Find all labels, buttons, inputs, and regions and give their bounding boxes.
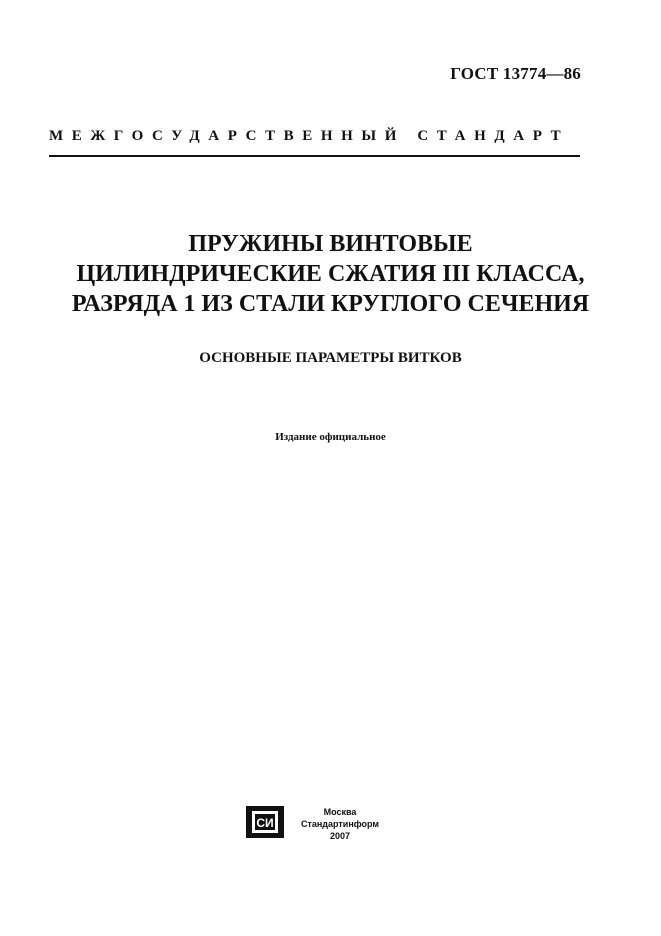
document-title [0,229,661,319]
title-line-3: РАЗРЯДА 1 ИЗ СТАЛИ КРУГЛОГО СЕЧЕНИЯ [71,291,590,317]
standard-number: ГОСТ 13774—86 [450,64,581,83]
title-line-2: ЦИЛИНДРИЧЕСКИЕ СЖАТИЯ III КЛАССА, [76,261,585,287]
publisher-name: Стандартинформ [300,819,380,829]
edition-label: Издание официальное [275,431,386,443]
publisher-imprint [298,806,382,842]
logo-text: СИ [256,816,274,830]
header-rule [49,155,580,157]
standard-type: МЕЖГОСУДАРСТВЕННЫЙ СТАНДАРТ [49,128,570,144]
publication-year: 2007 [329,831,351,841]
standartinform-logo-icon [246,806,284,838]
document-subtitle: ОСНОВНЫЕ ПАРАМЕТРЫ ВИТКОВ [199,350,462,366]
publisher-city: Москва [323,807,357,817]
title-line-1: ПРУЖИНЫ ВИНТОВЫЕ [188,231,473,257]
